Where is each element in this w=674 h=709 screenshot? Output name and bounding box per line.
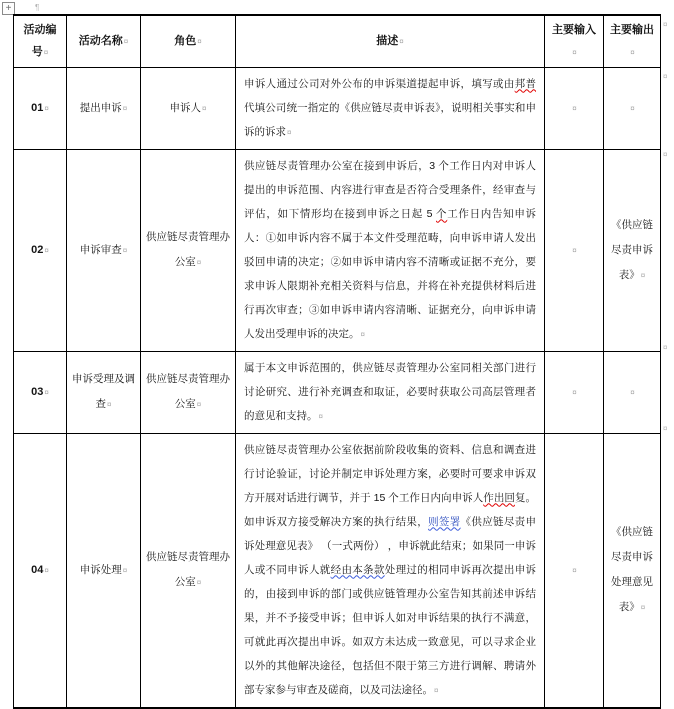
cell-04-input[interactable] <box>545 433 604 708</box>
text-segment: 复。如申诉双方接受解决方案的执行结果， <box>244 491 537 528</box>
end-of-cell-mark: ¤ <box>44 388 49 397</box>
header-description[interactable] <box>236 15 545 67</box>
header-label: 角色 <box>174 34 197 47</box>
activity-name: 申诉审查 <box>79 243 122 256</box>
activity-id: 04 <box>31 564 44 576</box>
cell-01-name[interactable] <box>67 67 141 149</box>
end-of-cell-mark: ¤ <box>43 47 49 57</box>
move-cross-glyph: + <box>5 2 12 14</box>
activity-role: 供应链尽责管理办公室 <box>146 551 230 588</box>
header-main-output[interactable] <box>604 15 661 67</box>
end-of-cell-mark: ¤ <box>572 565 577 575</box>
cell-02-name[interactable] <box>67 149 141 351</box>
header-activity-name[interactable] <box>67 15 141 67</box>
text-segment: 申诉人通过公司对外公布的申诉渠道提起申诉，填写或由 <box>244 77 515 90</box>
end-of-cell-mark: ¤ <box>630 387 635 397</box>
cell-01-role[interactable] <box>141 67 236 149</box>
table-row-02 <box>14 149 661 351</box>
activity-output: 《供应链尽责申诉处理意见表》 <box>611 526 653 613</box>
end-of-row-mark: ¤ <box>663 72 668 81</box>
text-segment: 属于本文申诉范围的，供应链尽责管理办公室同相关部门进行讨论研究、进行补充调查和取证，必要时获取公司高层管理者的意见和支持。 <box>244 361 536 422</box>
end-of-cell-mark: ¤ <box>640 270 646 280</box>
end-of-row-mark: ¤ <box>663 20 668 29</box>
header-main-input[interactable] <box>545 15 604 67</box>
cell-04-name[interactable] <box>67 433 141 708</box>
activity-description <box>244 444 536 696</box>
end-of-row-mark: ¤ <box>663 150 668 159</box>
text-segment: 则签署 <box>428 515 461 528</box>
cell-03-name[interactable] <box>67 351 141 433</box>
activity-id: 02 <box>31 244 44 256</box>
table-row-03 <box>14 351 661 433</box>
end-of-cell-mark: ¤ <box>572 47 577 57</box>
text-segment: 处理过的相同申诉再次提出申诉的，由接到申诉的部门或供应链管理办公室告知其前述申诉结果，并不予接受申诉；但申诉人如对申诉结果的执行不满意，可就此再次提出申诉。如双方未达成一致意见，可以寻求企业以外的其他解决途径，包括但不限于第三方进行调解、聘请外部专家参与审查及磋商，以及司法途径。 <box>244 563 537 696</box>
activity-role: 申诉人 <box>169 101 202 114</box>
table-row-01 <box>14 67 661 149</box>
paragraph-mark: ¶ <box>35 3 40 12</box>
cell-02-id[interactable] <box>14 149 67 351</box>
table-row-04 <box>14 433 661 708</box>
end-of-cell-mark: ¤ <box>196 400 202 409</box>
cell-03-id[interactable] <box>14 351 67 433</box>
end-of-cell-mark: ¤ <box>360 329 365 339</box>
end-of-cell-mark: ¤ <box>197 36 202 46</box>
process-table <box>13 14 661 709</box>
end-of-cell-mark: ¤ <box>202 103 207 113</box>
table-header-row <box>14 15 661 67</box>
text-segment: 邦普 <box>514 77 536 90</box>
end-of-cell-mark: ¤ <box>123 36 129 46</box>
end-of-cell-mark: ¤ <box>434 685 439 695</box>
end-of-cell-mark: ¤ <box>107 400 112 409</box>
end-of-cell-mark: ¤ <box>640 603 646 612</box>
cell-02-role[interactable] <box>141 149 236 351</box>
text-segment: 作出回 <box>483 491 515 504</box>
activity-output: 《供应链尽责申诉表》 <box>611 218 653 281</box>
text-segment: 经由本条款 <box>330 563 385 576</box>
end-of-cell-mark: ¤ <box>196 258 202 267</box>
header-label: 描述 <box>376 34 399 47</box>
end-of-cell-mark: ¤ <box>572 103 577 113</box>
activity-id: 01 <box>31 102 44 114</box>
activity-description <box>244 362 536 422</box>
end-of-cell-mark: ¤ <box>122 245 128 255</box>
end-of-cell-mark: ¤ <box>44 246 49 255</box>
end-of-cell-mark: ¤ <box>630 47 635 57</box>
end-of-cell-mark: ¤ <box>122 103 128 113</box>
end-of-cell-mark: ¤ <box>196 578 202 587</box>
cell-03-description[interactable] <box>236 351 545 433</box>
end-of-cell-mark: ¤ <box>630 103 635 113</box>
end-of-row-mark: ¤ <box>663 424 668 433</box>
text-segment: 《供应链尽责申诉处理意见表》 （一式两份） ，申诉就此结束；如果同一申诉人或不同申诉人就 <box>244 515 537 576</box>
header-role[interactable] <box>141 15 236 67</box>
activity-role: 供应链尽责管理办公室 <box>146 231 230 268</box>
header-label: 主要输入 <box>552 23 596 36</box>
activity-name: 申诉处理 <box>79 563 122 576</box>
cell-01-output[interactable] <box>604 67 661 149</box>
cell-02-output[interactable] <box>604 149 661 351</box>
cell-01-description[interactable] <box>236 67 545 149</box>
cell-04-output[interactable] <box>604 433 661 708</box>
end-of-cell-mark: ¤ <box>44 104 49 113</box>
cell-04-description[interactable] <box>236 433 545 708</box>
end-of-cell-mark: ¤ <box>122 565 128 575</box>
cell-03-output[interactable] <box>604 351 661 433</box>
cell-01-input[interactable] <box>545 67 604 149</box>
activity-name: 申诉受理及调查 <box>72 373 135 410</box>
header-label: 活动编号 <box>23 23 57 58</box>
end-of-cell-mark: ¤ <box>318 411 323 421</box>
cell-04-id[interactable] <box>14 433 67 708</box>
end-of-cell-mark: ¤ <box>572 245 577 255</box>
activity-name: 提出申诉 <box>79 101 122 114</box>
cell-02-description[interactable] <box>236 149 545 351</box>
cell-03-input[interactable] <box>545 351 604 433</box>
end-of-cell-mark: ¤ <box>44 566 49 575</box>
cell-01-id[interactable] <box>14 67 67 149</box>
text-segment: 供应链尽责管理办公室在接到申诉后，3 个工作日内对申诉人提出的申诉范围、内容进行审查是否符合受理条件，经审查与评估，如下情形均在接到申诉之日起 5 <box>244 159 536 220</box>
end-of-cell-mark: ¤ <box>572 387 577 397</box>
activity-role: 供应链尽责管理办公室 <box>146 373 230 410</box>
end-of-row-mark: ¤ <box>663 343 668 352</box>
text-segment: 工作日内告知申诉人：①如申诉内容不属于本文件受理范畴，向申诉申请人发出驳回申请的决定；②如申诉申请内容不清晰或证据不充分，要求申诉人限期补充相关资料与信息，并将在补充提供材料后进行再次审查；③如申诉申请内容清晰、证据充分，向申诉申请人发出受理申诉的决定。 <box>244 207 536 340</box>
text-segment: 个 <box>436 207 448 220</box>
cell-02-input[interactable] <box>545 149 604 351</box>
cell-04-role[interactable] <box>141 433 236 708</box>
end-of-cell-mark: ¤ <box>287 127 292 137</box>
text-segment: 供应链尽责管理办公室依据前阶段收集的资料、信息和调查进行讨论验证，讨论并制定申诉处理方案，必要时可要求申诉双方开展对话进行调节，并于 15 个工作日内向申诉人 <box>244 443 536 504</box>
header-activity-id[interactable] <box>14 15 67 67</box>
header-label: 主要输出 <box>610 23 654 36</box>
cell-03-role[interactable] <box>141 351 236 433</box>
end-of-cell-mark: ¤ <box>399 36 404 46</box>
activity-id: 03 <box>31 386 44 398</box>
header-label: 活动名称 <box>78 34 123 47</box>
activity-description <box>244 160 536 340</box>
text-segment: 代填公司统一指定的《供应链尽责申诉表》，说明相关事实和申诉的诉求 <box>244 101 536 138</box>
